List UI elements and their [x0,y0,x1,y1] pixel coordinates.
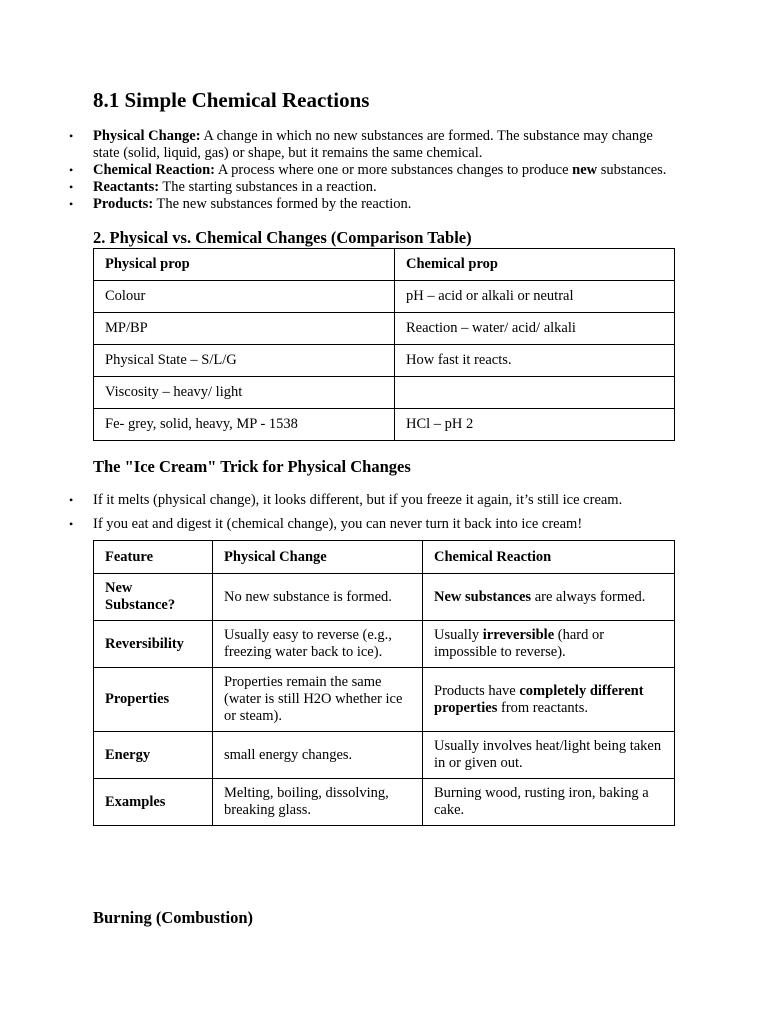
table-header-row [94,249,675,281]
table-row [94,281,675,313]
definition-term: Physical Change: [93,128,201,144]
table-row [94,732,675,779]
comparison-table [93,540,675,826]
definition-text: A process where one or more substances changes to produce [215,162,573,178]
table-cell: How fast it reacts. [395,345,675,377]
list-item: • If it melts (physical change), it looks different, but if you freeze it again, it’s still ice cream. [93,492,675,509]
table-cell [423,621,675,668]
column-header: Physical prop [94,249,395,281]
column-header: Physical Change [213,541,423,574]
table-row [94,574,675,621]
definition-list [93,128,675,213]
feature-cell: Reversibility [94,621,213,668]
column-header: Feature [94,541,213,574]
table-cell: Viscosity – heavy/ light [94,377,395,409]
cell-emphasis: New substances [434,588,532,605]
table-cell: Properties remain the same (water is still H2O whether ice or steam). [213,668,423,732]
feature-cell: Energy [94,732,213,779]
properties-table [93,248,675,441]
definition-physical-change [93,128,675,162]
definition-term: Chemical Reaction: [93,162,216,178]
definition-term: Products: [93,196,154,212]
definition-text: A change in which no new substances are formed. The substance may change state (solid, liquid, gas) or shape, but it remains the same chemical. [93,128,653,161]
table-row [94,313,675,345]
cell-emphasis: completely different properties [434,682,644,716]
definition-term: Reactants: [93,179,160,195]
table-cell [423,574,675,621]
definition-products [93,196,675,213]
table-row [94,668,675,732]
page-title: 8.1 Simple Chemical Reactions [93,88,370,112]
cell-text: from reactants. [497,699,588,716]
table-cell: MP/BP [94,313,395,345]
table-cell: Fe- grey, solid, heavy, MP - 1538 [94,409,395,441]
cell-text: are always formed. [531,588,646,605]
table-cell: Colour [94,281,395,313]
table-cell [395,377,675,409]
comparison-heading: 2. Physical vs. Chemical Changes (Comparison Table) [93,228,472,247]
table-cell: Burning wood, rusting iron, baking a cake. [423,779,675,826]
table-row [94,409,675,441]
table-cell: Melting, boiling, dissolving, breaking glass. [213,779,423,826]
cell-text: Products have [434,682,520,699]
cell-emphasis: irreversible [482,627,555,643]
table-cell: small energy changes. [213,732,423,779]
ice-cream-list [93,492,675,533]
definition-text: substances. [597,162,667,178]
table-cell: Usually easy to reverse (e.g., freezing water back to ice). [213,621,423,668]
table-row [94,377,675,409]
cell-text: Usually [434,627,483,643]
burning-heading: Burning (Combustion) [93,908,253,927]
table-row [94,779,675,826]
table-cell: pH – acid or alkali or neutral [395,281,675,313]
table-cell: No new substance is formed. [213,574,423,621]
definition-text: The new substances formed by the reaction. [153,196,412,212]
table-row [94,621,675,668]
table-header-row [94,541,675,574]
table-cell: Physical State – S/L/G [94,345,395,377]
table-cell [423,668,675,732]
table-cell: Usually involves heat/light being taken in or given out. [423,732,675,779]
feature-cell: Examples [94,779,213,826]
list-item: • If you eat and digest it (chemical change), you can never turn it back into ice cream! [93,516,675,533]
table-row [94,345,675,377]
definition-reactants [93,179,675,196]
feature-cell: New Substance? [94,574,213,621]
feature-cell: Properties [94,668,213,732]
cell-text: (hard or impossible to reverse). [434,627,605,660]
table-cell: HCl – pH 2 [395,409,675,441]
definition-emphasis: new [572,162,598,178]
column-header: Chemical Reaction [423,541,675,574]
ice-cream-heading: The "Ice Cream" Trick for Physical Changes [93,457,411,476]
definition-text: The starting substances in a reaction. [159,179,377,195]
column-header: Chemical prop [395,249,675,281]
document-page [93,86,675,927]
definition-chemical-reaction [93,162,675,179]
table-cell: Reaction – water/ acid/ alkali [395,313,675,345]
